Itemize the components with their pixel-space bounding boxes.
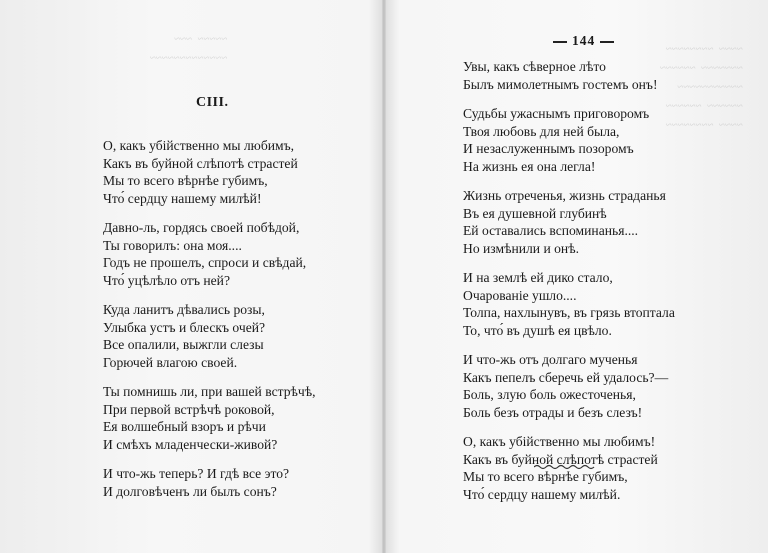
poem-line: Куда ланитъ дѣвались розы,: [103, 302, 265, 317]
poem-line: Все опалили, выжгли слезы: [103, 337, 264, 352]
end-ornament: [534, 464, 596, 470]
stanza: [103, 219, 316, 289]
stanza: [463, 187, 675, 257]
poem-line: Былъ мимолетнымъ гостемъ онъ!: [463, 76, 658, 92]
poem-line: И на землѣ ей дико стало,: [463, 270, 613, 285]
stanza: [463, 269, 675, 339]
poem-line: О, какъ убійственно мы любимъ,: [103, 138, 295, 153]
poem-line: Горючей влагою своей.: [103, 354, 238, 370]
poem-line: Увы, какъ сѣверное лѣто: [463, 59, 606, 74]
section-number: CIII.: [196, 95, 229, 110]
poem-line: Ты говорилъ: она моя....: [103, 237, 242, 253]
show-through-right: ~~~~ ~~~~~~~~ ~~~~~~~ ~~~~~~ ~~~~~~~~~~~ ~~~~~~ ~~~~~~ ~~~~ ~~~~~~~~: [660, 43, 743, 131]
poem-line: Что́ сердцу нашему милѣй!: [103, 190, 262, 206]
poem-line: Твоя любовь для ней была,: [463, 123, 620, 139]
poem-line: Жизнь отреченья, жизнь страданья: [463, 188, 666, 203]
poem-line: Годъ не прошелъ, спроси и свѣдай,: [103, 255, 307, 270]
poem-line: То, что́ въ душѣ ея цвѣло.: [463, 322, 612, 338]
dash-left: [553, 41, 567, 43]
page-number-text: 144: [572, 33, 596, 48]
poem-line: Мы то всего вѣрнѣе губимъ,: [463, 469, 628, 484]
stanza: [463, 58, 675, 93]
poem-line: Въ ея душевной глубинѣ: [463, 205, 607, 221]
left-poem: [103, 137, 316, 512]
poem-line: Ея волшебный взоръ и рѣчи: [103, 419, 266, 434]
poem-line: Ей оставались вспоминанья....: [463, 223, 639, 238]
poem-line: При первой встрѣчѣ роковой,: [103, 401, 275, 417]
poem-line: Боль, злую боль ожесточенья,: [463, 387, 636, 402]
poem-line: И что-жь теперь? И гдѣ все это?: [103, 466, 290, 481]
poem-line: И что-жь отъ долгаго мученья: [463, 352, 638, 367]
poem-line: О, какъ убійственно мы любимъ!: [463, 434, 656, 449]
stanza: [463, 351, 675, 421]
poem-line: И смѣхъ младенчески-живой?: [103, 436, 278, 452]
stanza: [103, 465, 316, 500]
poem-line: И незаслуженнымъ позоромъ: [463, 141, 634, 156]
poem-line: И долговѣченъ ли былъ сонъ?: [103, 483, 277, 499]
left-page: [0, 0, 382, 553]
poem-line: Какъ въ буйной слѣпотѣ страстей: [463, 451, 658, 467]
poem-line: Мы то всего вѣрнѣе губимъ,: [103, 173, 268, 188]
poem-line: Давно-ль, гордясь своей побѣдой,: [103, 220, 300, 235]
stanza: [463, 105, 675, 175]
poem-line: Боль безъ отрады и безъ слезъ!: [463, 404, 643, 420]
right-poem: [463, 58, 675, 515]
stanza: [103, 383, 316, 453]
poem-line: Но измѣнили и онѣ.: [463, 240, 579, 256]
stanza: [103, 137, 316, 207]
poem-line: Судьбы ужаснымъ приговоромъ: [463, 106, 650, 121]
poem-line: Что́ сердцу нашему милѣй.: [463, 486, 621, 502]
right-page: [386, 0, 768, 553]
poem-line: Какъ пепелъ сберечь ей удалось?—: [463, 369, 669, 385]
poem-line: Улыбка устъ и блескъ очей?: [103, 319, 266, 335]
page-number: [548, 33, 619, 49]
poem-line: На жизнь ея она легла!: [463, 158, 596, 174]
poem-line: Ты помнишь ли, при вашей встрѣчѣ,: [103, 384, 316, 399]
dash-right: [600, 41, 614, 43]
poem-line: Толпа, нахлынувъ, въ грязь втоптала: [463, 305, 675, 320]
poem-line: Какъ въ буйной слѣпотѣ страстей: [103, 155, 298, 171]
stanza: [103, 301, 316, 371]
poem-line: Очарованіе ушло....: [463, 287, 577, 303]
poem-line: Что́ уцѣлѣло отъ ней?: [103, 272, 230, 288]
show-through-left: ~~~~~ ~~~ ~~~~~~~~~~~~~: [150, 33, 228, 64]
